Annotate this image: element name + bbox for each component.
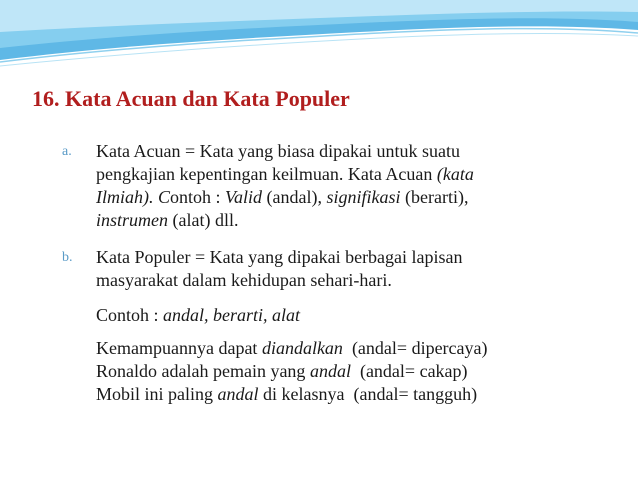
item-a-line-3: Ilmiah). Contoh : Valid (andal), signifikasi (berarti), (96, 187, 469, 207)
example-line-3: Mobil ini paling andal di kelasnya (andal= tangguh) (96, 384, 478, 404)
list-item-a (62, 140, 622, 232)
examples-paragraph (62, 337, 622, 406)
list-marker-b: b. (62, 250, 73, 265)
example-line-1: Kemampuannya dapat diandalkan (andal= dipercaya) (96, 338, 488, 358)
item-a-line-4: instrumen (alat) dll. (96, 210, 239, 230)
contoh-paragraph: Contoh : andal, berarti, alat (96, 305, 301, 325)
item-a-line-1: Kata Acuan = Kata yang biasa dipakai untuk suatu (96, 141, 461, 161)
list-marker-a: a. (62, 144, 72, 159)
header-wave-decoration (0, 0, 638, 70)
slide-title: 16. Kata Acuan dan Kata Populer (32, 86, 350, 111)
item-a-line-2: pengkajian kepentingan keilmuan. Kata Acuan (kata (96, 164, 474, 184)
item-b-line-1: Kata Populer = Kata yang dipakai berbagai lapisan (96, 247, 463, 267)
content-list (62, 140, 622, 406)
item-b-line-2: masyarakat dalam kehidupan sehari-hari. (96, 270, 392, 290)
example-line-2: Ronaldo adalah pemain yang andal (andal= cakap) (96, 361, 468, 381)
list-item-b (62, 246, 622, 292)
